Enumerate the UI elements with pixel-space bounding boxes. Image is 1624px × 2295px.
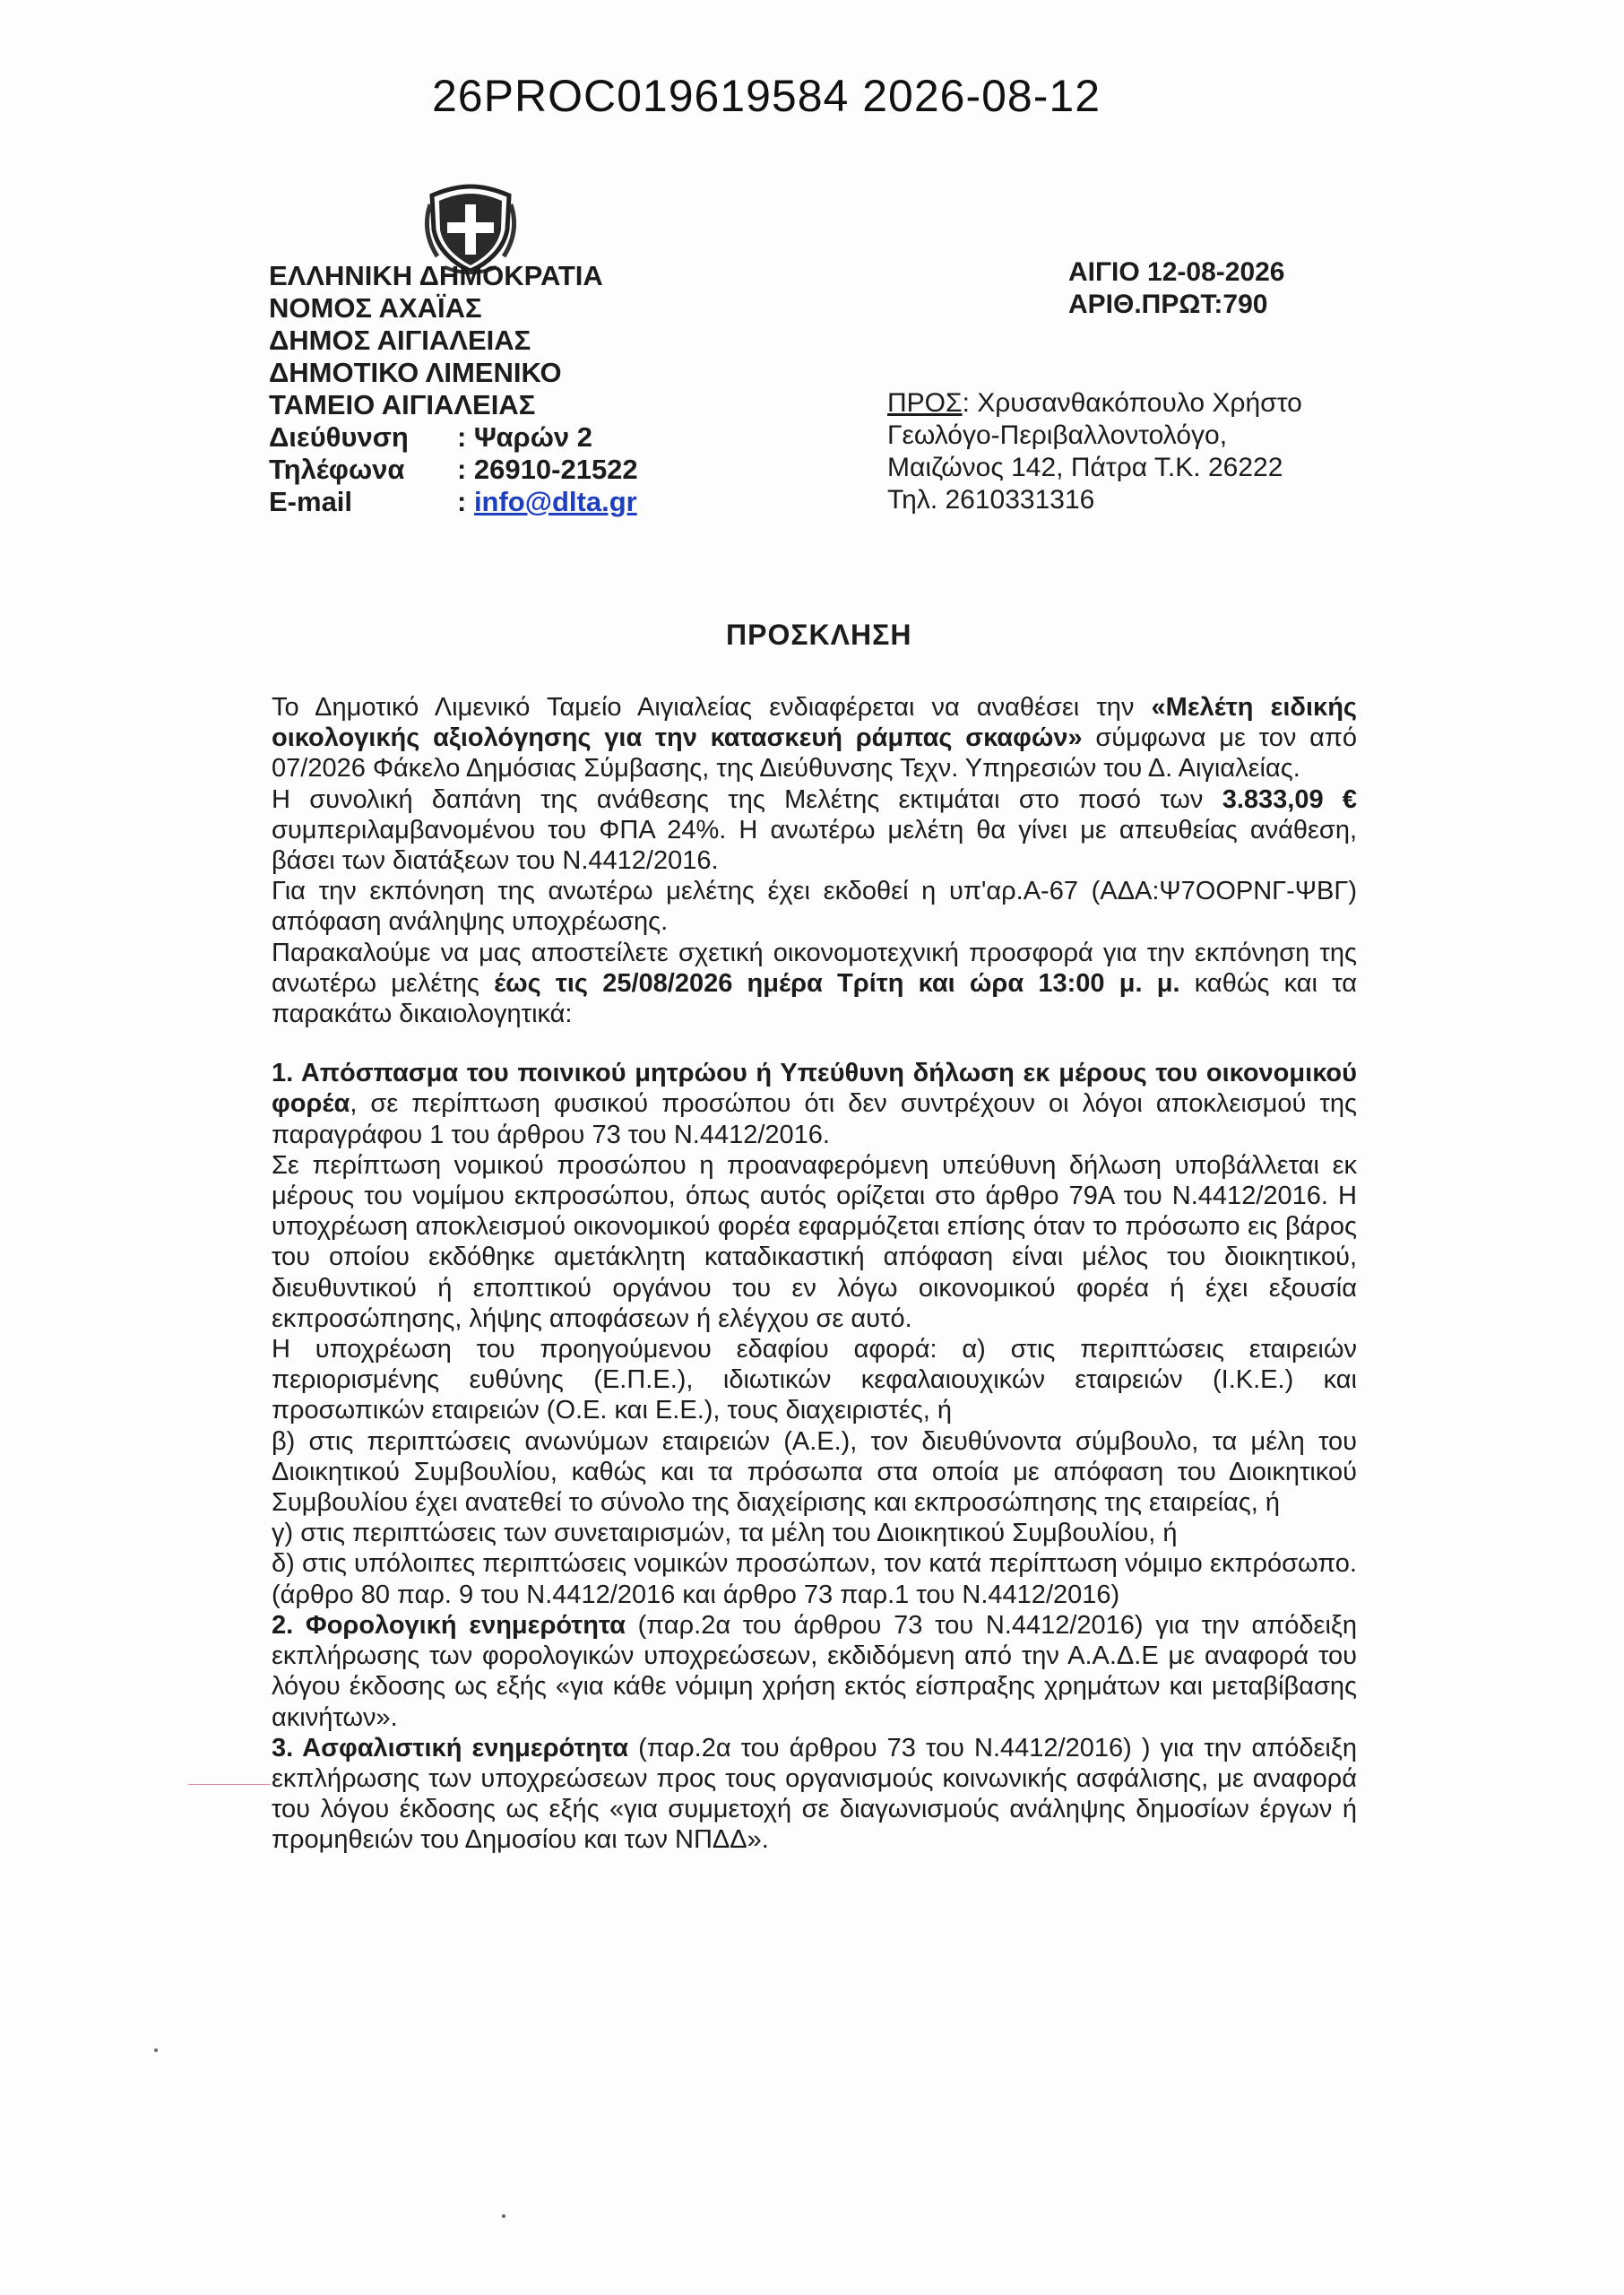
- email-row: [269, 486, 638, 518]
- recipient-line: Τηλ. 2610331316: [887, 485, 1095, 515]
- sender-org-line: ΔΗΜΟΤΙΚΟ ΛΙΜΕΝΙΚΟ: [269, 357, 562, 388]
- recipient-name: : Χρυσανθακόπουλο Χρήστο: [962, 388, 1302, 418]
- sender-block: [269, 260, 638, 518]
- date-protocol-block: [1068, 256, 1285, 321]
- phone-value: : 26910-21522: [457, 454, 638, 485]
- scan-margin-line: [188, 1784, 271, 1785]
- phone-row: [269, 454, 638, 486]
- item-1-paragraph: Η υποχρέωση του προηγούμενου εδαφίου αφορά: α) στις περιπτώσεις εταιρειών περιορισμένης ευθύνης (Ε.Π.Ε.), ιδιωτικών κεφαλαιουχικών εταιρειών (Ι.Κ.Ε.) και προσωπικών εταιρειών (Ο.Ε. και Ε.Ε.), τους διαχειριστές, ή: [272, 1335, 1357, 1425]
- item-1-paragraph: Σε περίπτωση νομικού προσώπου η προαναφερόμενη υπεύθυνη δήλωση υποβάλλεται εκ μέρους του νομίμου εκπροσώπου, όπως αυτός ορίζεται στο άρθρο 79Α του Ν.4412/2016. Η υποχρέωση αποκλεισμού οικονομικού φορέα εφαρμόζεται επίσης όταν το πρόσωπο εις βάρος του οποίου εκδόθηκε αμετάκλητη καταδικαστική απόφαση είναι μέλος του διοικητικού, διευθυντικού ή εποπτικού οργάνου του εν λόγω οικονομικού φορέα ή έχει εξουσία εκπροσώπησης, λήψης αποφάσεων ή ελέγχου σε αυτό.: [272, 1150, 1357, 1333]
- recipient-line: Γεωλόγο-Περιβαλλοντολόγο,: [887, 420, 1228, 450]
- item-2: 2. Φορολογική ενημερότητα (παρ.2α του άρθρου 73 του Ν.4412/2016) για την απόδειξη εκπλήρωσης των φορολογικών υποχρεώσεων, εκδιδόμενη από την Α.Α.Δ.Ε με αναφορά του λόγου έκδοσης ως εξής «για κάθε νόμιμη χρήση εκτός είσπραξης χρημάτων και μεταβίβασης ακινήτων».: [272, 1610, 1357, 1732]
- request-paragraph: Παρακαλούμε να μας αποστείλετε σχετική οικονομοτεχνική προσφορά για την εκπόνηση της ανωτέρω μελέτης έως τις 25/08/2026 ημέρα Τρίτη και ώρα 13:00 μ. μ. καθώς και τα παρακάτω δικαιολογητικά:: [272, 938, 1358, 1029]
- address-row: [269, 421, 638, 454]
- recipient-block: [887, 387, 1302, 516]
- scan-speck: [502, 2214, 505, 2218]
- date-place: ΑΙΓΙΟ 12-08-2026: [1068, 257, 1285, 287]
- sender-org-line: ΤΑΜΕΙΟ ΑΙΓΙΑΛΕΙΑΣ: [269, 389, 536, 420]
- recipient-line: Μαιζώνος 142, Πάτρα Τ.Κ. 26222: [887, 453, 1283, 482]
- decision-paragraph: Για την εκπόνηση της ανωτέρω μελέτης έχει εκδοθεί η υπ'αρ.Α-67 (ΑΔΑ:Ψ7ΟΟΡΝΓ-ΨΒΓ) απόφαση ανάληψης υποχρέωσης.: [272, 877, 1357, 937]
- item-3: 3. Ασφαλιστική ενημερότητα (παρ.2α του άρθρου 73 του Ν.4412/2016) ) για την απόδειξη εκπλήρωσης των υποχρεώσεων προς τους οργανισμούς κοινωνικής ασφάλισης, με αναφορά του λόγου έκδοσης ως εξής «για συμμετοχή σε διαγωνισμούς ανάληψης δημοσίων έργων ή προμηθειών του Δημοσίου και των ΝΠΔΔ».: [272, 1733, 1357, 1855]
- cost-paragraph: Η συνολική δαπάνη της ανάθεσης της Μελέτης εκτιμάται στο ποσό των 3.833,09 € συμπεριλαμβανομένου του ΦΠΑ 24%. Η ανωτέρω μελέτη θα γίνει με απευθείας ανάθεση, βάσει των διατάξεων του Ν.4412/2016.: [272, 784, 1357, 876]
- address-label: Διεύθυνση: [269, 421, 409, 453]
- item-1-paragraph: δ) στις υπόλοιπες περιπτώσεις νομικών προσώπων, τον κατά περίπτωση νόμιμο εκπρόσωπο.(άρθρο 80 παρ. 9 του Ν.4412/2016 και άρθρο 73 παρ.1 του Ν.4412/2016): [272, 1549, 1357, 1609]
- email-label: E-mail: [269, 486, 353, 517]
- item-1-paragraph: γ) στις περιπτώσεις των συνεταιρισμών, τα μέλη του Διοικητικού Συμβουλίου, ή: [272, 1519, 1178, 1548]
- recipient-label: ΠΡΟΣ: [887, 388, 963, 418]
- sender-org-line: ΝΟΜΟΣ ΑΧΑΪΑΣ: [269, 292, 482, 324]
- protocol-number: ΑΡΙΘ.ΠΡΩΤ:790: [1068, 290, 1268, 319]
- phone-label: Τηλέφωνα: [269, 454, 405, 485]
- item-1-paragraph: β) στις περιπτώσεις ανωνύμων εταιρειών (Α.Ε.), τον διευθύνοντα σύμβουλο, τα μέλη του Διοικητικού Συμβουλίου, καθώς και τα πρόσωπα στα οποία με απόφαση του Διοικητικού Συμβουλίου έχει ανατεθεί το σύνολο της διαχείρισης και εκπροσώπησης της εταιρείας, ή: [272, 1426, 1357, 1518]
- email-prefix: :: [457, 486, 474, 517]
- protocol-line: 26PROC019619584 2026-08-12: [432, 71, 1101, 121]
- document-body: [272, 692, 1357, 1856]
- document-title: ΠΡΟΣΚΛΗΣΗ: [726, 619, 912, 651]
- sender-org-line: ΔΗΜΟΣ ΑΙΓΙΑΛΕΙΑΣ: [269, 325, 531, 356]
- scan-speck: [154, 2048, 158, 2052]
- email-link[interactable]: info@dlta.gr: [473, 486, 637, 517]
- item-1: 1. Απόσπασμα του ποινικού μητρώου ή Υπεύθυνη δήλωση εκ μέρους του οικονομικού φορέα, σε περίπτωση φυσικού προσώπου ότι δεν συντρέχουν οι λόγοι αποκλεισμού της παραγράφου 1 του άρθρου 73 του Ν.4412/2016.: [272, 1059, 1357, 1149]
- intro-paragraph: Το Δημοτικό Λιμενικό Ταμείο Αιγιαλείας ενδιαφέρεται να αναθέσει την «Μελέτη ειδικής οικολογικής αξιολόγησης για την κατασκευή ράμπας σκαφών» σύμφωνα με τον από 07/2026 Φάκελο Δημόσιας Σύμβασης, της Διεύθυνσης Τεχν. Υπηρεσιών του Δ. Αιγιαλείας.: [272, 693, 1357, 784]
- sender-org-line: ΕΛΛΗΝΙΚΗ ΔΗΜΟΚΡΑΤΙΑ: [269, 260, 603, 291]
- address-value: : Ψαρών 2: [457, 421, 592, 453]
